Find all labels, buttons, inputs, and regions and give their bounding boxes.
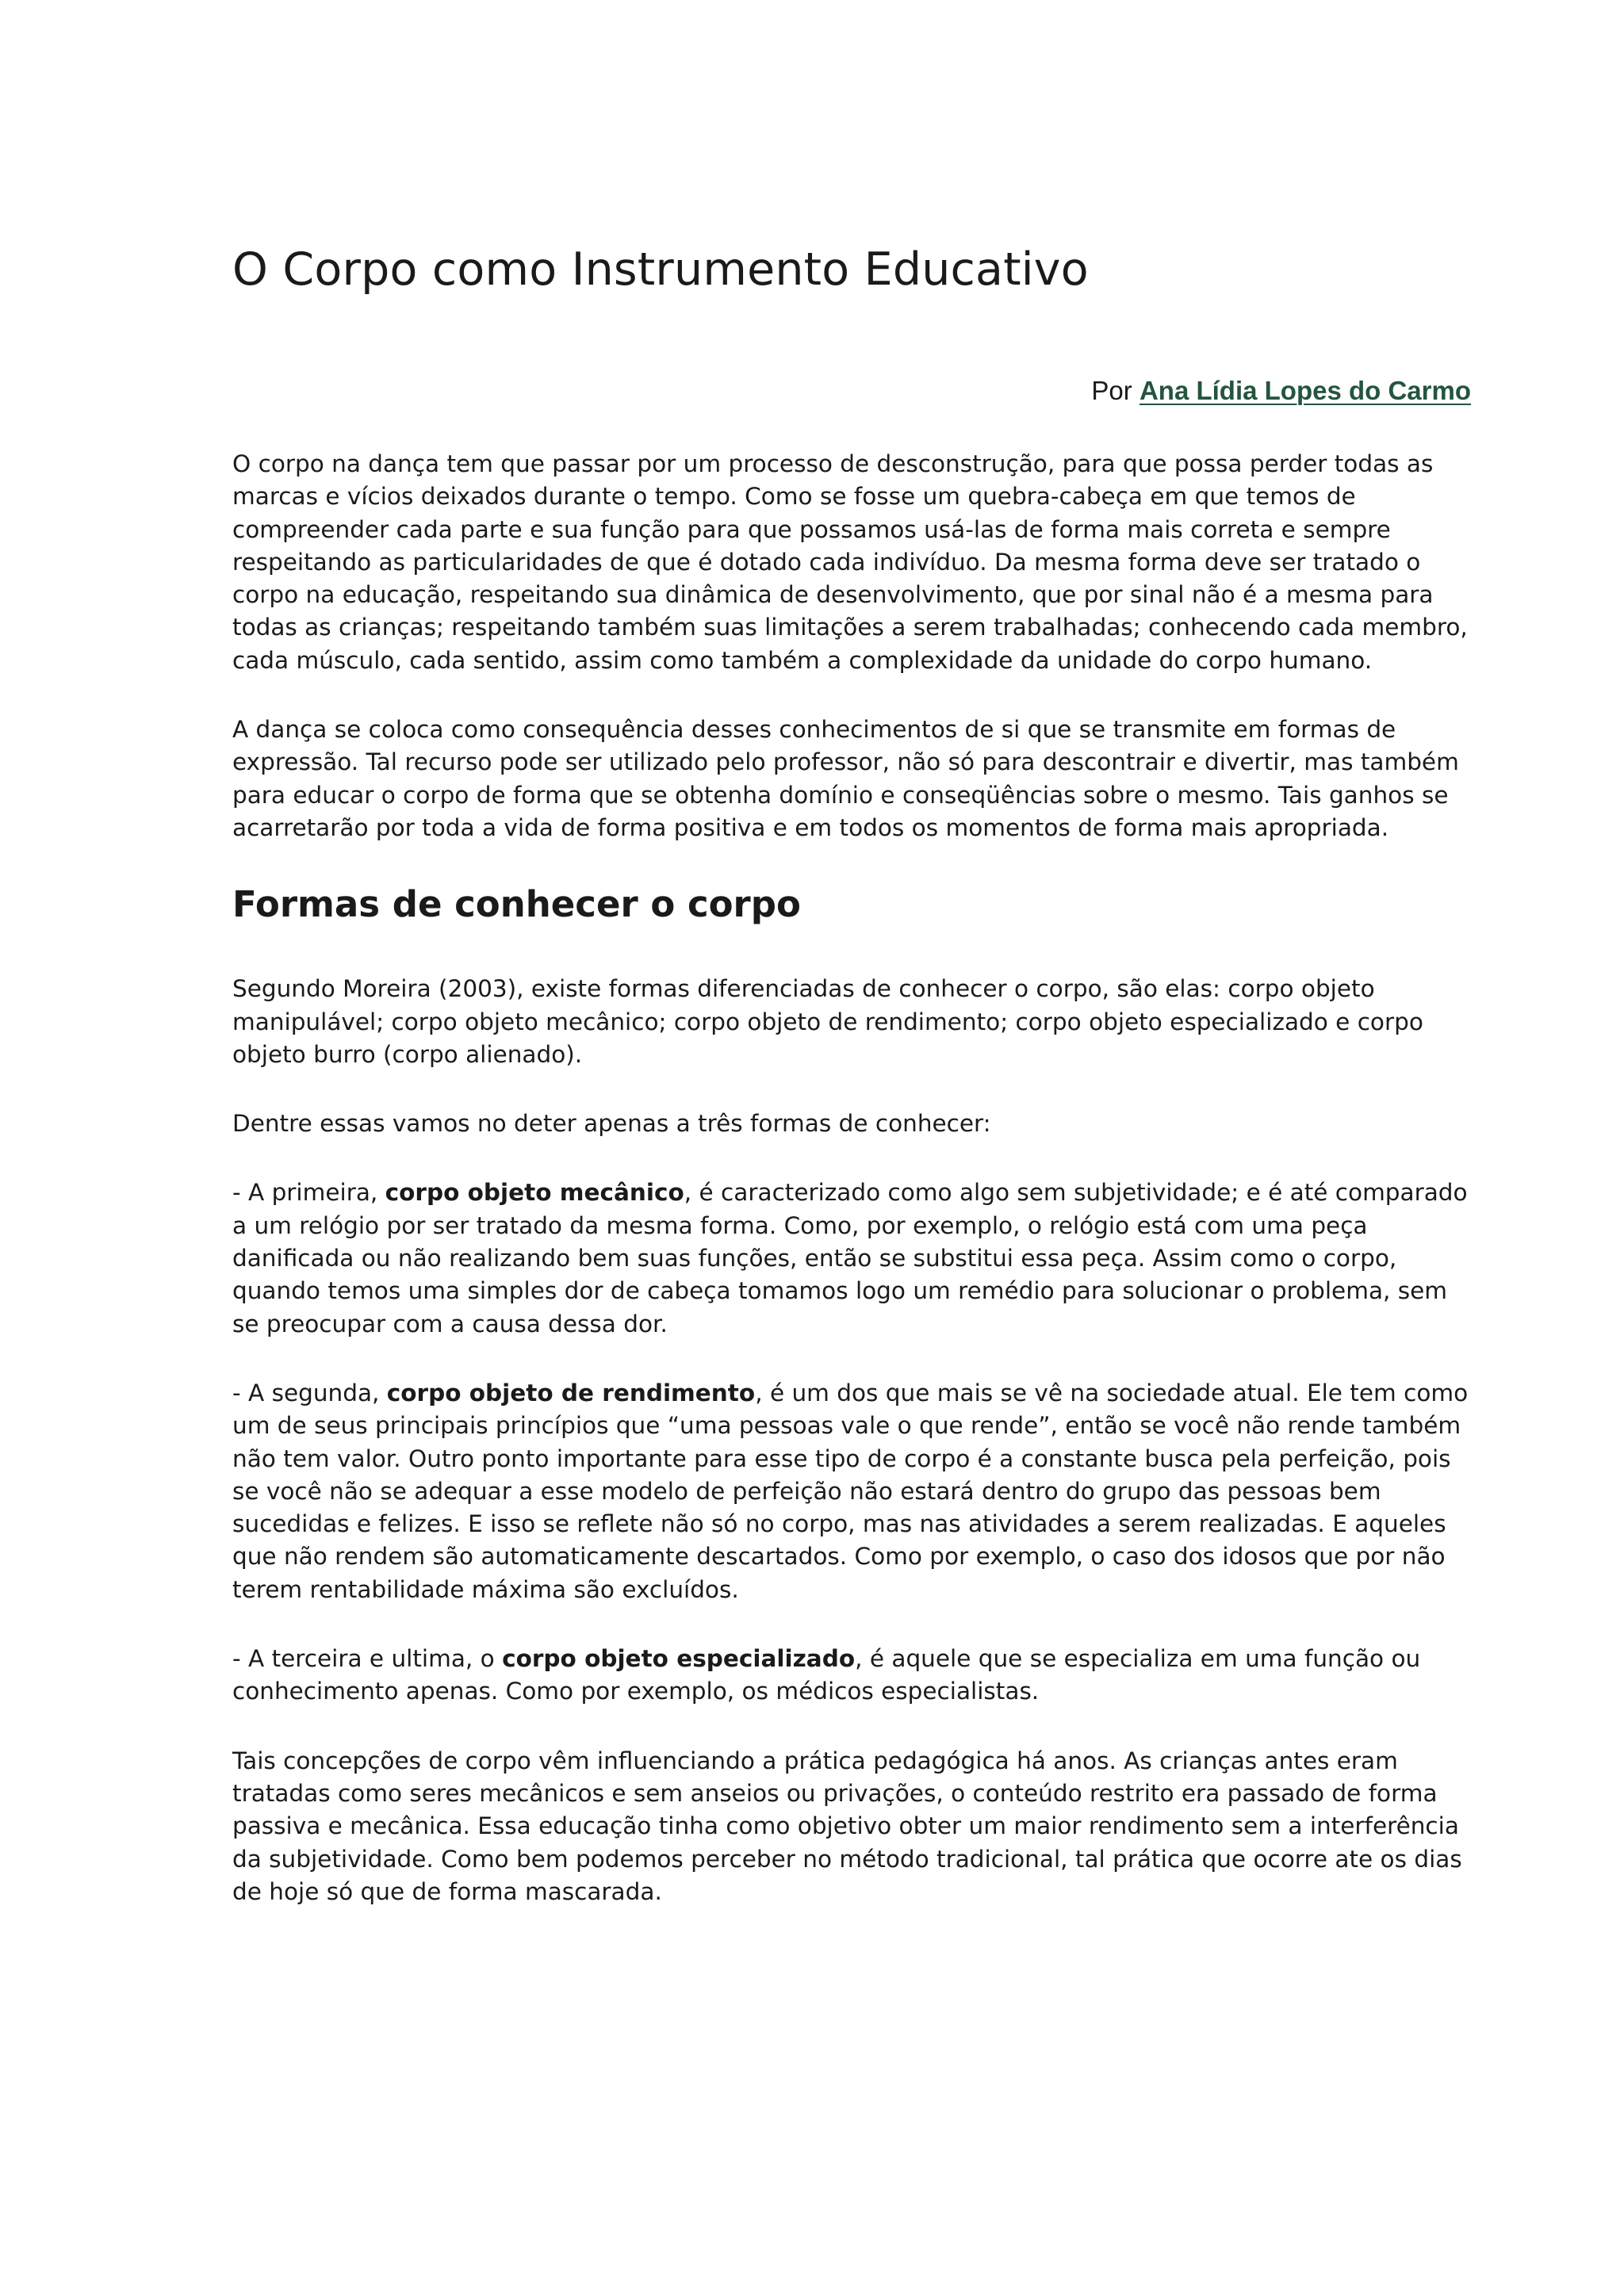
list-item-mechanical	[232, 1177, 1471, 1340]
item-text: , é caracterizado como algo sem subjetividade; e é até comparado a um relógio por ser tratado da mesma forma. Como, por exemplo, o relógio está com uma peça danificada ou não realizando bem suas funções, então se substitui essa peça. Assim como o corpo, quando temos uma simples dor de cabeça tomamos logo um remédio para solucionar o problema, sem se preocupar com a causa dessa dor.	[232, 1179, 1468, 1337]
term-specialized: corpo objeto especializado	[502, 1645, 856, 1673]
item-text: , é aquele que se especializa em uma função ou conhecimento apenas. Como por exemplo, os médicos especialistas.	[232, 1645, 1421, 1705]
page-title: O Corpo como Instrumento Educativo	[232, 243, 1089, 296]
byline	[1091, 371, 1471, 411]
byline-prefix: Por	[1091, 376, 1139, 405]
author-link[interactable]: Ana Lídia Lopes do Carmo	[1139, 376, 1471, 405]
item-lead: - A primeira,	[232, 1179, 385, 1207]
item-lead: - A terceira e ultima, o	[232, 1645, 503, 1673]
paragraph-dance: A dança se coloca como consequência desses conhecimentos de si que se transmite em formas de expressão. Tal recurso pode ser utilizado pelo professor, não só para descontrair e divertir, mas também para educar o corpo de forma que se obtenha domínio e conseqüências sobre o mesmo. Tais ganhos se acarretarão por toda a vida de forma positiva e em todos os momentos de forma mais apropriada.	[232, 716, 1459, 841]
list-item-specialized	[232, 1643, 1471, 1709]
item-lead: - A segunda,	[232, 1379, 387, 1406]
section-heading: Formas de conhecer o corpo	[232, 883, 801, 926]
paragraph-three-forms: Dentre essas vamos no deter apenas a três formas de conhecer:	[232, 1110, 991, 1138]
article-body	[232, 448, 1471, 1945]
term-mechanical: corpo objeto mecânico	[385, 1179, 684, 1207]
paragraph-conclusion: Tais concepções de corpo vêm influenciando a prática pedagógica há anos. As crianças antes eram tratadas como seres mecânicos e sem anseios ou privações, o conteúdo restrito era passado de forma passiva e mecânica. Essa educação tinha como objetivo obter um maior rendimento sem a interferência da subjetividade. Como bem podemos perceber no método tradicional, tal prática que ocorre ate os dias de hoje só que de forma mascarada.	[232, 1747, 1462, 1905]
paragraph-moreira: Segundo Moreira (2003), existe formas diferenciadas de conhecer o corpo, são elas: corpo objeto manipulável; corpo objeto mecânico; corpo objeto de rendimento; corpo objeto especializado e corpo objeto burro (corpo alienado).	[232, 975, 1423, 1068]
list-item-performance	[232, 1377, 1471, 1606]
item-text: , é um dos que mais se vê na sociedade atual. Ele tem como um de seus principais princípios que “uma pessoas vale o que rende”, então se você não rende também não tem valor. Outro ponto importante para esse tipo de corpo é a constante busca pela perfeição, pois se você não se adequar a esse modelo de perfeição não estará dentro do grupo das pessoas bem sucedidas e felizes. E isso se reflete não só no corpo, mas nas atividades a serem realizadas. E aqueles que não rendem são automaticamente descartados. Como por exemplo, o caso dos idosos que por não terem rentabilidade máxima são excluídos.	[232, 1379, 1469, 1603]
term-performance: corpo objeto de rendimento	[386, 1379, 756, 1406]
paragraph-intro: O corpo na dança tem que passar por um processo de desconstrução, para que possa perder todas as marcas e vícios deixados durante o tempo. Como se fosse um quebra-cabeça em que temos de compreender cada parte e sua função para que possamos usá-las de forma mais correta e sempre respeitando as particularidades de que é dotado cada indivíduo. Da mesma forma deve ser tratado o corpo na educação, respeitando sua dinâmica de desenvolvimento, que por sinal não é a mesma para todas as crianças; respeitando também suas limitações a serem trabalhadas; conhecendo cada membro, cada músculo, cada sentido, assim como também a complexidade da unidade do corpo humano.	[232, 450, 1468, 674]
